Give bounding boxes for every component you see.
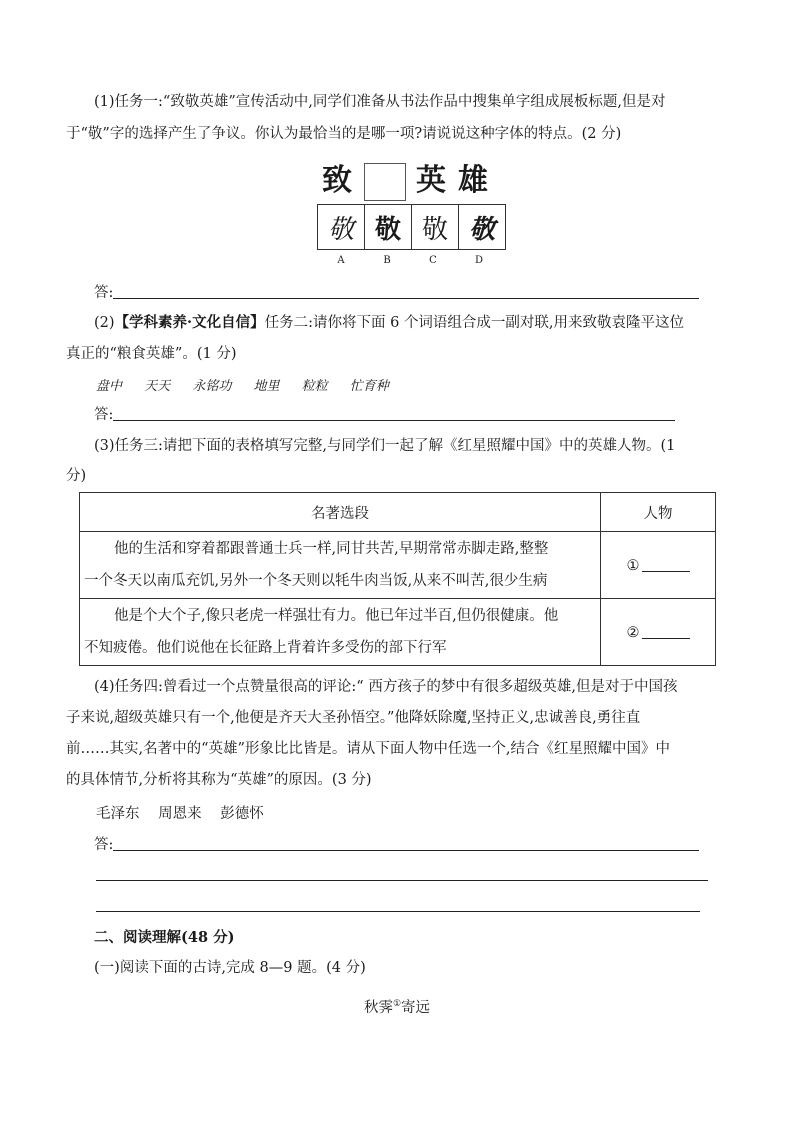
q2-word: 盘中: [96, 379, 123, 394]
title-blank-box: [364, 163, 406, 201]
header-person: 人物: [601, 493, 716, 532]
table-header-row: [80, 493, 716, 532]
q4-name: 彭德怀: [220, 806, 264, 822]
q2-answer: [94, 404, 675, 425]
q2-line1: [94, 313, 684, 333]
option-d-char: 敬: [458, 204, 506, 250]
option-b-char: 敬: [364, 204, 412, 250]
q2-tag: 【学科素养·文化自信】: [114, 314, 265, 331]
q2-word: 忙育种: [349, 379, 389, 394]
q2-line2: 真正的“粮食英雄”。(1 分): [66, 346, 237, 362]
passage-line: 他的生活和穿着都跟普通士兵一样,同甘共苦,早期常常赤脚走路,整整: [114, 541, 549, 557]
section2-heading: 二、阅读理解(48 分): [94, 929, 235, 946]
q1-line2: 于“敬”字的选择产生了争议。你认为最恰当的是哪一项?请说说这种字体的特点。(2 分): [66, 126, 622, 142]
option-d-label: D: [474, 255, 484, 266]
table-row: [80, 532, 716, 599]
q2-answer-label: 答:: [94, 407, 114, 423]
person-blank-2[interactable]: [642, 624, 690, 639]
option-c-char: 敬: [411, 204, 459, 250]
poem-note-mark: ①: [392, 999, 402, 1010]
q2-prefix: (2): [94, 315, 115, 331]
q2-line1-rest: 任务二:请你将下面 6 个词语组合成一副对联,用来致敬袁隆平这位: [264, 315, 685, 331]
q4-answer: [94, 834, 699, 855]
q2-word: 天天: [144, 379, 171, 394]
hero-table: [79, 492, 716, 666]
person-cell: [601, 599, 716, 666]
q2-word: 永铭功: [192, 379, 232, 394]
poem-title: [0, 996, 794, 1017]
q1-line1: (1)任务一:“致敬英雄”宣传活动中,同学们准备从书法作品中搜集单字组成展板标题,但是对: [94, 94, 666, 110]
q4-answer-label: 答:: [94, 837, 114, 853]
title-char-ying: 英: [416, 163, 446, 198]
person-cell: [601, 532, 716, 599]
option-c-label: C: [429, 255, 437, 266]
option-b-label: B: [383, 255, 391, 266]
q4-answer-blank-1[interactable]: [113, 834, 699, 851]
passage-cell: [80, 599, 601, 666]
person-blank-1[interactable]: [642, 557, 690, 572]
passage-line: 他是个大个子,像只老虎一样强壮有力。他已年过半百,但仍很健康。他: [114, 608, 559, 624]
passage-line: 不知疲倦。他们说他在长征路上背着许多受伤的部下行军: [84, 640, 447, 656]
header-passage: 名著选段: [80, 493, 601, 532]
q1-answer: [94, 282, 699, 303]
passage-cell: [80, 532, 601, 599]
q3-line1: (3)任务三:请把下面的表格填写完整,与同学们一起了解《红星照耀中国》中的英雄人物。(1: [94, 438, 676, 454]
table-row: [80, 599, 716, 666]
option-a-char: 敬: [317, 204, 365, 250]
q4-line2: 子来说,超级英雄只有一个,他便是齐天大圣孙悟空。”他降妖除魔,坚持正义,忠诚善良,勇往直: [66, 710, 641, 726]
q4-name-list: [96, 802, 278, 823]
q2-answer-blank[interactable]: [113, 404, 675, 421]
poem-title-a: 秋霁: [363, 1000, 393, 1016]
passage-line: 一个冬天以南瓜充饥,另外一个冬天则以牦牛肉当饭,从来不叫苦,很少生病: [84, 573, 548, 589]
q4-line4: 的具体情节,分析将其称为“英雄”的原因。(3 分): [66, 772, 372, 788]
q4-name: 毛泽东: [96, 806, 140, 822]
person-number: ②: [626, 624, 640, 641]
poem-title-b: 寄远: [401, 1000, 431, 1016]
q2-word: 地里: [253, 379, 280, 394]
q4-answer-blank-2[interactable]: [96, 880, 708, 881]
q4-line1: (4)任务四:曾看过一个点赞量很高的评论:“ 西方孩子的梦中有很多超级英雄,但是对于中国孩: [94, 679, 678, 695]
section2-sub: (一)阅读下面的古诗,完成 8—9 题。(4 分): [94, 960, 366, 976]
calligraphy-options: [318, 204, 506, 248]
title-char-xiong: 雄: [458, 163, 488, 198]
q4-line3: 前……其实,名著中的“英雄”形象比比皆是。请从下面人物中任选一个,结合《红星照耀中国》中: [66, 741, 671, 757]
q1-answer-label: 答:: [94, 285, 114, 301]
q1-answer-blank[interactable]: [113, 282, 699, 299]
q2-word: 粒粒: [301, 379, 328, 394]
option-a-label: A: [337, 255, 345, 266]
q2-word-list: [96, 375, 407, 394]
option-labels: [318, 255, 502, 266]
q4-answer-blank-3[interactable]: [96, 911, 700, 912]
title-char-zhi: 致: [322, 163, 352, 198]
person-number: ①: [626, 557, 640, 574]
q3-line2: 分): [66, 468, 87, 484]
q4-name: 周恩来: [158, 806, 202, 822]
